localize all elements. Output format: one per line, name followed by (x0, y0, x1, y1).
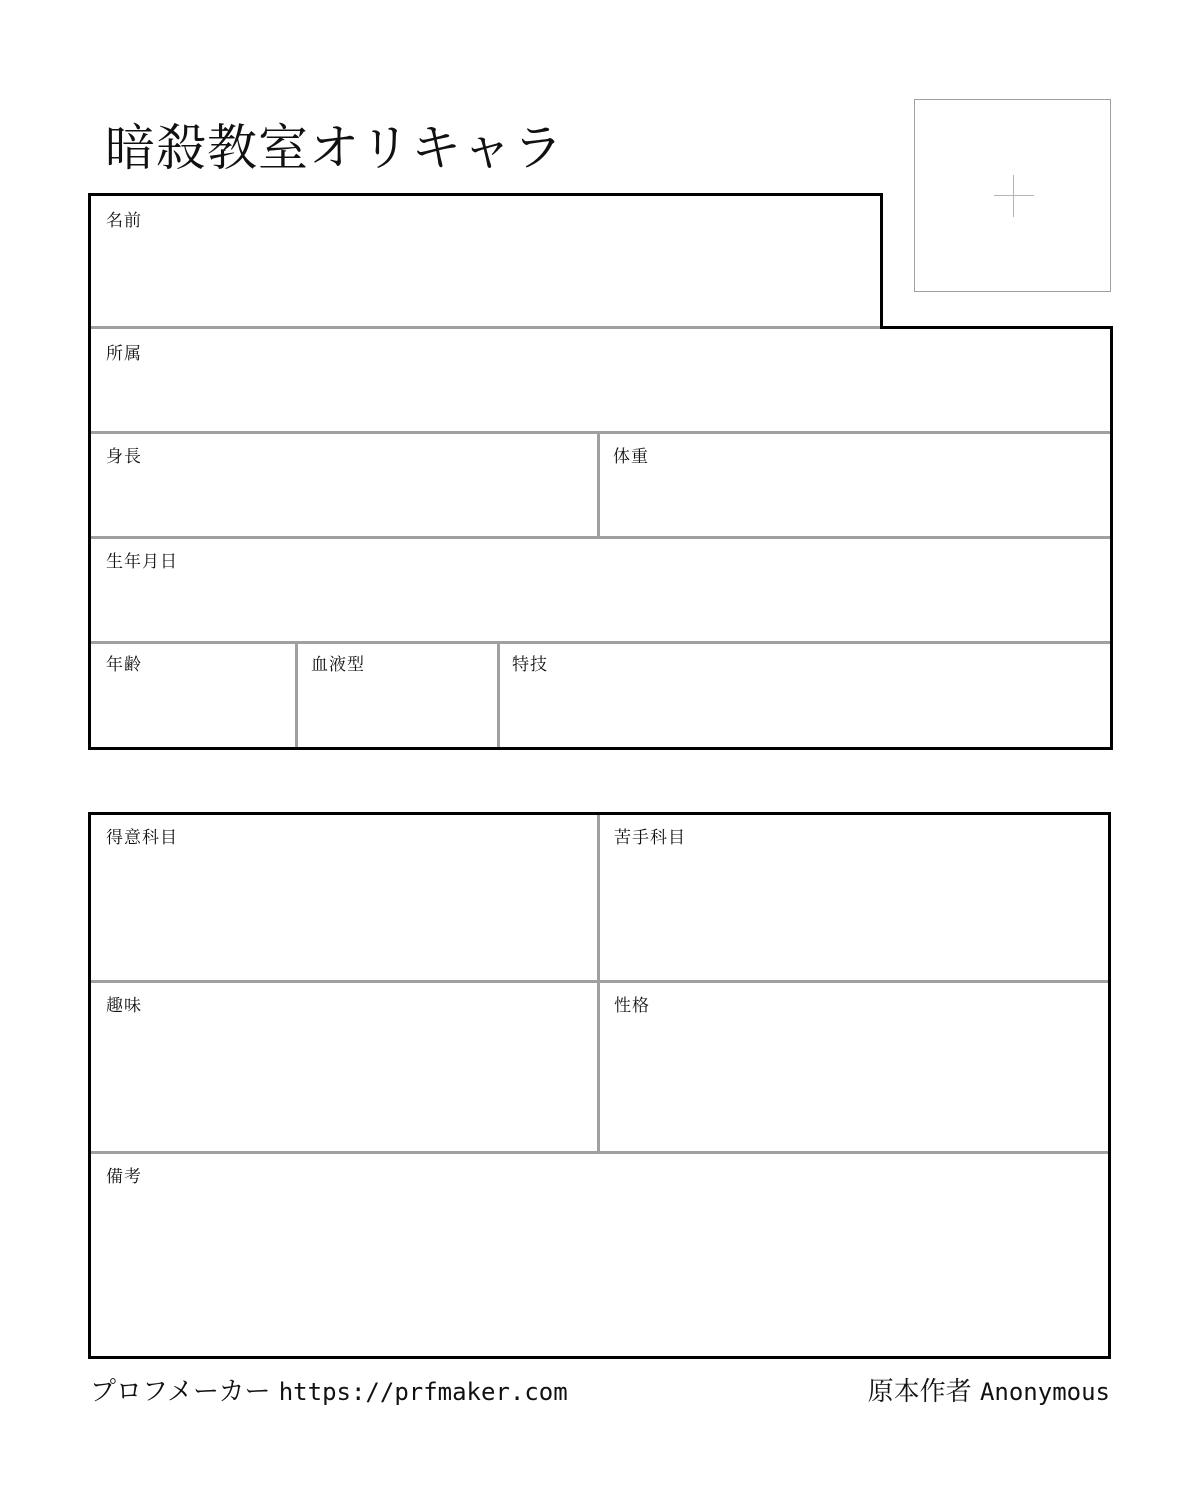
personality-label: 性格 (614, 996, 650, 1016)
author-credit (868, 1374, 1110, 1410)
age-field[interactable] (91, 644, 295, 747)
author-label: 原本作者 (867, 1377, 972, 1407)
name-label: 名前 (106, 211, 142, 231)
blood-type-label: 血液型 (311, 655, 365, 675)
affiliation-label: 所属 (106, 344, 142, 364)
favorite-subject-label: 得意科目 (106, 828, 178, 848)
birthday-field[interactable] (91, 539, 1110, 641)
name-field[interactable] (91, 196, 880, 326)
notes-field[interactable] (91, 1154, 1108, 1356)
weak-subject-label: 苦手科目 (614, 828, 686, 848)
photo-upload-box[interactable] (914, 99, 1111, 292)
height-field[interactable] (91, 434, 597, 536)
special-skill-field[interactable] (500, 644, 1110, 747)
affiliation-field[interactable] (91, 329, 1110, 431)
weak-subject-field[interactable] (600, 815, 1108, 980)
maker-name: プロフメーカー (90, 1377, 271, 1407)
sheet-title: 暗殺教室オリキャラ (105, 119, 564, 177)
author-name: Anonymous (979, 1378, 1110, 1406)
age-label: 年齢 (106, 655, 142, 675)
height-label: 身長 (106, 447, 142, 467)
maker-url-link[interactable]: https://prfmaker.com (278, 1378, 568, 1406)
weight-field[interactable] (600, 434, 1110, 536)
maker-credit (90, 1374, 568, 1410)
hobby-field[interactable] (91, 983, 597, 1151)
personality-field[interactable] (600, 983, 1108, 1151)
favorite-subject-field[interactable] (91, 815, 597, 980)
birthday-label: 生年月日 (106, 552, 178, 572)
special-skill-label: 特技 (512, 655, 548, 675)
notes-label: 備考 (106, 1167, 142, 1187)
weight-label: 体重 (613, 447, 649, 467)
blood-type-field[interactable] (298, 644, 497, 747)
hobby-label: 趣味 (106, 996, 142, 1016)
